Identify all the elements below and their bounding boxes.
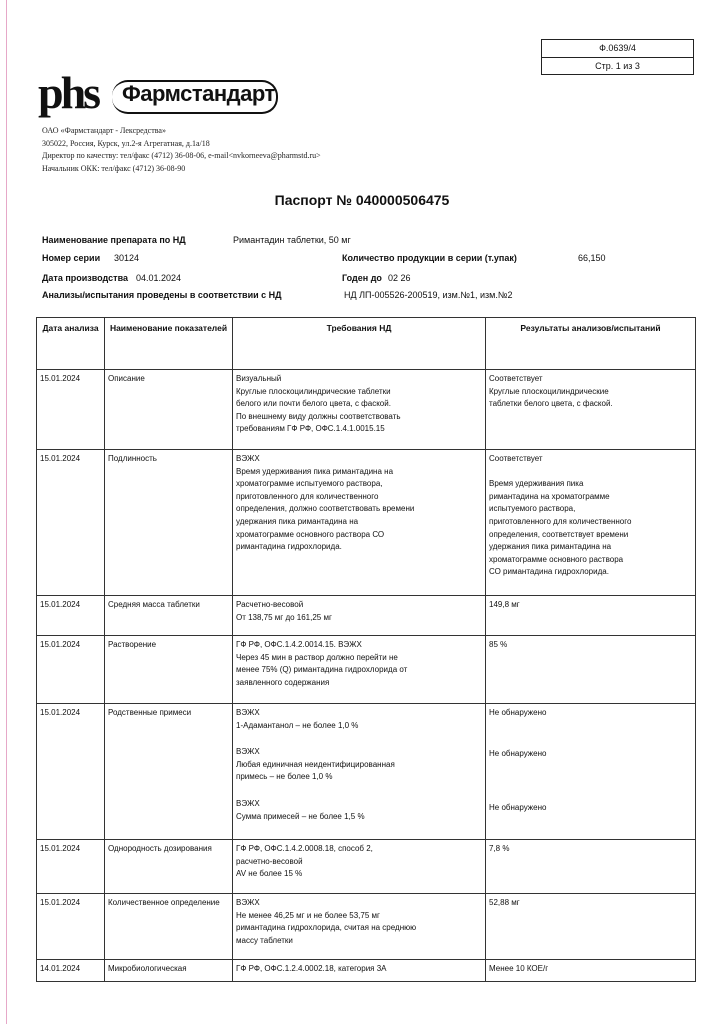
cell-line: примесь – не более 1,0 % [236,772,333,782]
cell-date: 15.01.2024 [37,636,105,704]
cell-line: испытуемого раствора, [489,504,576,514]
logo-letters: phs [38,67,99,118]
cell-indicator: Растворение [105,636,233,704]
cell-line: Не менее 46,25 мг и не более 53,75 мг [236,910,380,920]
cell-line: удержания пика римантадина на [236,516,359,526]
cell-results [486,840,696,894]
cell-results [486,450,696,596]
table-row [37,960,696,982]
cell-line: приготовленного для количественного [489,516,632,526]
table-header-row [37,318,696,370]
cell-results [486,960,696,982]
production-date-value: 04.01.2024 [136,273,182,283]
cell-line: Время удерживания пика римантадина на [236,466,394,476]
drug-name-value: Римантадин таблетки, 50 мг [233,235,351,245]
table-row [37,894,696,960]
margin-line [6,0,7,1024]
cell-line: Через 45 мин в раствор должно перейти не [236,652,398,662]
cell-line: требованиям ГФ РФ, ОФС.1.4.1.0015.15 [236,424,385,434]
cell-line: ВЭЖХ [236,898,260,907]
cell-date: 15.01.2024 [37,894,105,960]
spacer [236,784,482,798]
cell-line: Соответствует [489,454,543,463]
nd-label: Анализы/испытания проведены в соответствии с НД [42,290,282,300]
cell-line: 85 % [489,640,508,649]
spacer [489,720,692,734]
cell-line: хроматограмме испытуемого раствора, [236,479,383,489]
cell-indicator: Описание [105,370,233,450]
cell-line: ВЭЖХ [236,454,260,463]
cell-line: Не обнаружено [489,803,547,813]
table-row [37,370,696,450]
production-date-label: Дата производства [42,273,128,283]
cell-indicator: Количественное определение [105,894,233,960]
cell-requirements [233,704,486,840]
analysis-table [36,317,696,982]
cell-line: римантадина на хроматограмме [489,491,610,501]
cell-requirements [233,960,486,982]
cell-line: определения, соответствует времени [489,529,629,539]
company-line: Директор по качеству: тел/факс (4712) 36-08-06, e-mail<nvkorneeva@pharmstd.ru> [42,151,321,160]
cell-requirements [233,450,486,596]
cell-line: 149,8 мг [489,600,520,609]
quantity-value: 66,150 [578,253,606,263]
drug-name-label: Наименование препарата по НД [42,235,186,245]
cell-indicator: Родственные примеси [105,704,233,840]
cell-line: расчетно-весовой [236,856,303,866]
cell-results [486,704,696,840]
form-code: Ф.0639/4 [542,40,693,58]
cell-line: Любая единичная неидентифицированная [236,759,395,769]
expiry-value: 02 26 [388,273,411,283]
series-label: Номер серии [42,253,101,263]
cell-line: определения, должно соответствовать времени [236,504,415,514]
cell-line: римантадина гидрохлорида, считая на среднюю [236,923,417,933]
cell-line: Соответствует [489,374,543,383]
cell-results [486,596,696,636]
table-row [37,596,696,636]
spacer [236,732,482,746]
cell-line: хроматограмме основного раствора [489,554,624,564]
cell-line: Не обнаружено [489,708,547,717]
cell-requirements [233,596,486,636]
table-row [37,450,696,596]
spacer [489,734,692,748]
cell-line: ГФ РФ, ОФС.1.4.2.0008.18, способ 2, [236,844,373,853]
cell-requirements [233,894,486,960]
cell-line: Менее 10 КОЕ/г [489,964,549,973]
cell-line: Не обнаружено [489,748,547,758]
table-row [37,704,696,840]
cell-indicator: Подлинность [105,450,233,596]
cell-line: Сумма примесей – не более 1,5 % [236,811,365,821]
cell-line: От 138,75 мг до 161,25 мг [236,612,332,622]
cell-line: белого или почти белого цвета, с фаской. [236,399,391,409]
expiry-label: Годен до [342,273,382,283]
company-line: 305022, Россия, Курск, ул.2-я Агрегатная, д.1а/18 [42,138,210,148]
cell-line: AV не более 15 % [236,869,303,879]
cell-date: 15.01.2024 [37,840,105,894]
cell-line: ВЭЖХ [236,747,260,757]
cell-line: Время удерживания пика [489,479,584,489]
table-row [37,636,696,704]
series-value: 30124 [114,253,140,263]
cell-requirements [233,636,486,704]
cell-results [486,894,696,960]
cell-date: 15.01.2024 [37,704,105,840]
passport-title: Паспорт № 040000506475 [274,192,450,208]
cell-requirements [233,840,486,894]
cell-line: римантадина гидрохлорида. [236,542,342,552]
company-line: ОАО «Фармстандарт - Лексредства» [42,126,166,135]
cell-line: хроматограмме основного раствора СО [236,529,385,539]
cell-line: менее 75% (Q) римантадина гидрохлорида от [236,665,408,675]
form-code-box [541,39,694,75]
cell-line: заявленного содержания [236,677,330,687]
col-header-requirements: Требования НД [233,318,486,370]
cell-date: 14.01.2024 [37,960,105,982]
cell-results [486,636,696,704]
cell-line: 1-Адамантанол – не более 1,0 % [236,720,359,730]
cell-date: 15.01.2024 [37,450,105,596]
page-number: Стр. 1 из 3 [595,61,640,71]
logo-name: Фармстандарт [122,81,275,106]
spacer [489,788,692,802]
spacer [489,760,692,774]
cell-date: 15.01.2024 [37,370,105,450]
quantity-label: Количество продукции в серии (т.упак) [342,253,517,263]
spacer [489,774,692,788]
cell-results [486,370,696,450]
cell-line: 7,8 % [489,844,510,853]
table-row [37,840,696,894]
cell-line: По внешнему виду должны соответствовать [236,411,401,421]
cell-line: Круглые плоскоцилиндрические таблетки [236,386,391,396]
cell-line: таблетки белого цвета, с фаской. [489,399,613,409]
cell-line: ГФ РФ, ОФС.1.2.4.0002.18, категория 3А [236,964,387,973]
cell-line: массу таблетки [236,935,293,945]
col-header-date: Дата анализа [37,318,105,370]
cell-line: 52,88 мг [489,898,520,907]
cell-line: ВЭЖХ [236,798,260,808]
company-line: Начальник ОКК: тел/факс (4712) 36-08-90 [42,163,186,173]
cell-date: 15.01.2024 [37,596,105,636]
cell-indicator: Однородность дозирования [105,840,233,894]
cell-line: приготовленного для количественного [236,491,379,501]
cell-requirements [233,370,486,450]
cell-indicator: Средняя масса таблетки [105,596,233,636]
cell-line: ВЭЖХ [236,708,260,717]
cell-line [489,466,692,479]
cell-line: ГФ РФ, ОФС.1.4.2.0014.15. ВЭЖХ [236,640,362,649]
col-header-results: Результаты анализов/испытаний [486,318,696,370]
nd-value: НД ЛП-005526-200519, изм.№1, изм.№2 [344,290,513,300]
cell-line: Визуальный [236,374,282,383]
company-info [42,125,321,175]
cell-indicator: Микробиологическая [105,960,233,982]
cell-line: СО римантадина гидрохлорида. [489,567,609,577]
cell-line: Расчетно-весовой [236,600,304,609]
col-header-indicator: Наименование показателей [105,318,233,370]
cell-line: Круглые плоскоцилиндрические [489,386,609,396]
cell-line: удержания пика римантадина на [489,542,612,552]
